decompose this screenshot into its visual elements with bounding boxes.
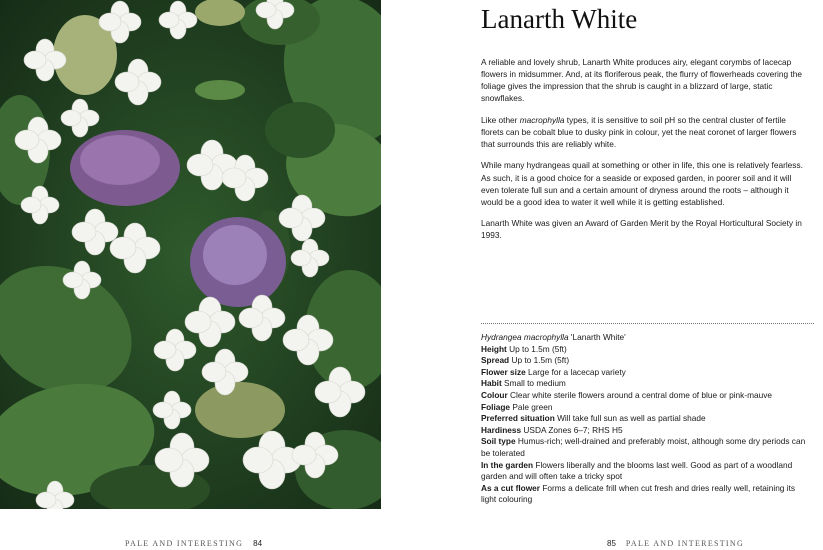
running-head-left: PALE AND INTERESTING: [125, 539, 244, 548]
fact-value: Will take full sun as well as partial shade: [554, 413, 706, 424]
fact-colour: [481, 390, 811, 402]
fact-label: Preferred situation: [481, 413, 555, 424]
fact-value: Pale green: [510, 401, 553, 412]
fact-label: Soil type: [481, 436, 516, 447]
fact-value: Up to 1.5m (5ft): [509, 355, 570, 366]
fact-label: Spread: [481, 355, 510, 366]
paragraph-3: While many hydrangeas quail at something or other in life, this one is relatively fearless. As such, it is a good choice for a seaside or exposed garden, in poorer soil and it will even tolerate full sun and a certain amount of dryness around the roots – although it would be a good idea to water it well while it is getting established.: [481, 160, 803, 207]
fact-label: In the garden: [481, 459, 534, 470]
paragraph-2: [481, 114, 807, 150]
fact-habit: [481, 378, 811, 390]
running-head-right: PALE AND INTERESTING: [625, 539, 745, 548]
plant-name-cultivar: 'Lanarth White': [568, 332, 626, 342]
fact-height: [481, 344, 811, 356]
fact-label: As a cut flower: [481, 482, 541, 493]
page-title: Lanarth White: [481, 4, 638, 34]
fact-value: USDA Zones 6–7; RHS H5: [521, 424, 623, 435]
fact-soil: [481, 436, 811, 459]
fact-label: Height: [481, 343, 507, 354]
fact-foliage: [481, 402, 811, 414]
fact-value: Humus-rich; well-drained and preferably moist, although some dry periods can be tolerated: [481, 436, 806, 458]
fact-spread: [481, 355, 811, 367]
body-text: [481, 56, 807, 251]
plant-name-italic: Hydrangea macrophylla: [481, 332, 569, 342]
fact-label: Flower size: [481, 366, 526, 377]
fact-label: Hardiness: [481, 424, 522, 435]
paragraph-2-italic: macrophylla: [519, 114, 565, 125]
fact-label: Colour: [481, 389, 508, 400]
fact-label: Habit: [481, 378, 502, 389]
fact-garden: [481, 460, 811, 483]
hydrangea-photo: [0, 0, 381, 509]
fact-label: Foliage: [481, 401, 511, 412]
fact-situation: [481, 413, 811, 425]
page-number-left: 84: [253, 539, 263, 548]
fact-flower-size: [481, 367, 811, 379]
fact-value: Clear white sterile flowers around a central dome of blue or pink-mauve: [507, 389, 772, 400]
folio-right: [607, 539, 744, 548]
fact-value: Up to 1.5m (5ft): [506, 343, 567, 354]
fact-hardiness: [481, 425, 811, 437]
fact-value: Forms a delicate frill when cut fresh and dries really well, retaining its light colouring: [481, 482, 796, 505]
plant-facts: [481, 332, 811, 506]
fact-value: Large for a lacecap variety: [525, 366, 626, 377]
fact-cut-flower: [481, 483, 811, 506]
fact-plant-name: [481, 332, 811, 344]
page-number-right: 85: [607, 539, 616, 548]
paragraph-2-start: Like other: [481, 114, 520, 125]
fact-value: Small to medium: [501, 378, 566, 389]
dotted-divider: [481, 323, 814, 324]
paragraph-4: Lanarth White was given an Award of Garden Merit by the Royal Horticultural Society in 1993.: [481, 218, 802, 241]
fact-value: Flowers liberally and the blooms last well. Good as part of a woodland garden and will often take a tricky spot: [481, 459, 793, 482]
folio-left: [125, 539, 262, 548]
paragraph-2-end: types, it is sensitive to soil pH so the central cluster of fertile florets can be cobalt blue to dusky pink in colour, yet the neat coronet of larger flowers that surrounds this are reliably white.: [481, 114, 797, 149]
paragraph-1: A reliable and lovely shrub, Lanarth White produces airy, elegant corymbs of lacecap flowers in midsummer. And, at its floriferous peak, the flurry of flowerheads covering the foliage gives the impression that the shrub is caught in a blizzard of large, static snowflakes.: [481, 57, 802, 104]
